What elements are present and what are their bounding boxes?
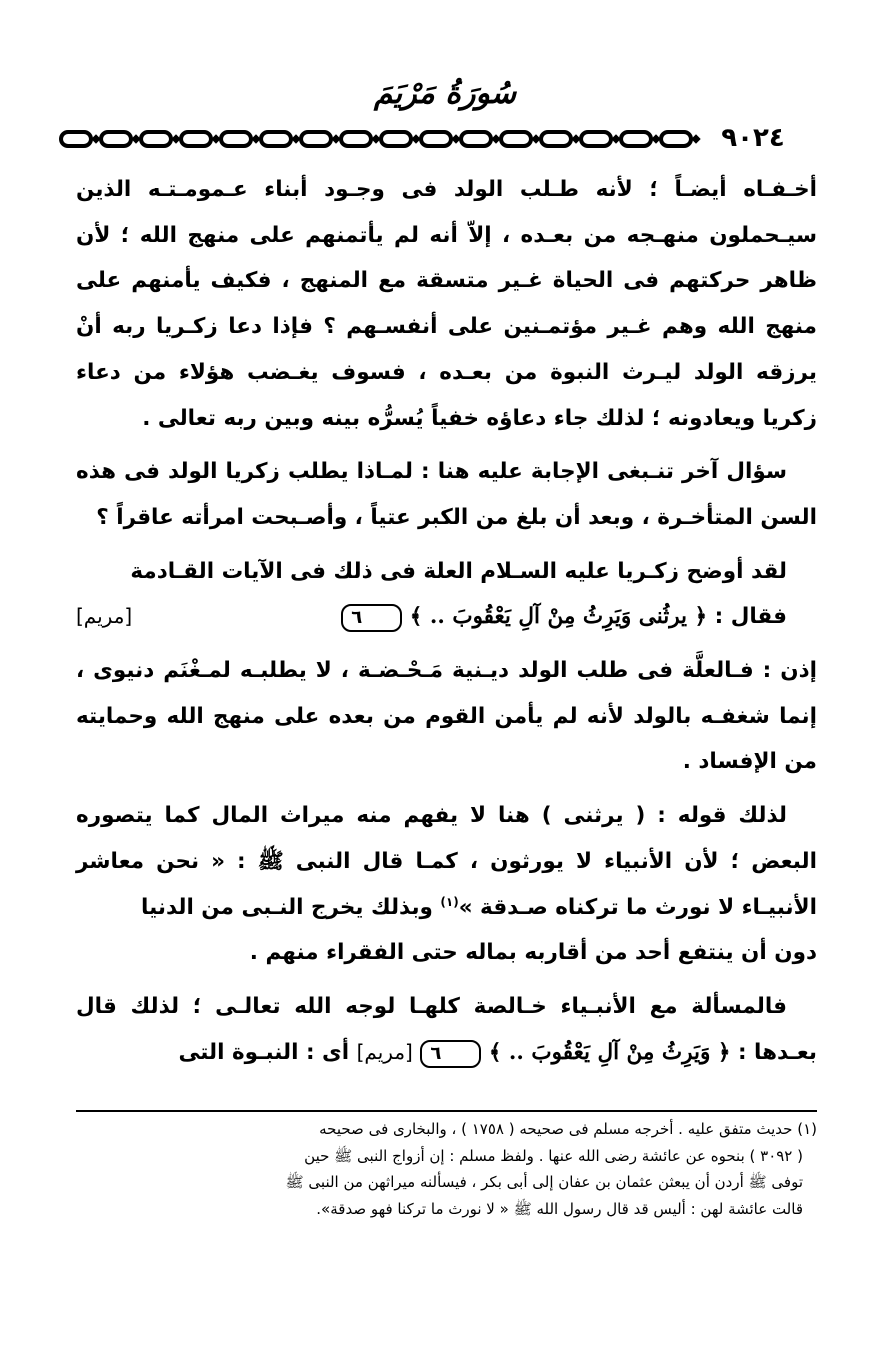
chain-link — [661, 132, 691, 146]
chain-link — [61, 132, 91, 146]
chain-link — [221, 132, 251, 146]
quran-verse-line — [76, 594, 817, 640]
quran-verse-2: ﴿ وَيَرِثُ مِنْ آلِ يَعْقُوبَ .. ﴾ — [488, 1039, 731, 1065]
footnotes — [76, 1116, 817, 1222]
chain-diamond — [372, 135, 380, 143]
footnote-divider — [76, 1110, 817, 1112]
footnote-marker: (١) — [440, 894, 459, 909]
paragraph-3 — [76, 549, 817, 640]
paragraph-5-text-cont: وبذلك يخرج النـبى من الدنيا — [141, 894, 441, 920]
paragraph-1: أخـفـاه أيضـاً ؛ لأنه طـلب الولد فى وجـود أبناء عـمومـتـه الذين سيـحملون منهـجه من بعـده ، إلاّ أنه لم يأتمنهم على منهج الله ؛ لأن ظاهر حركتهم فى الحياة غـير متسقة مع المنهج ، فكيف يأمنهم على منهج الله وهم غـير مؤتمـنين على أنفسـهم ؟ فإذا دعا زكـريا ربه أنْ يرزقه الولد ليـرث النبوة من بعـده ، فسوف يغـضب هؤلاء من دعاء زكريا ويعادونه ؛ لذلك جاء دعاؤه خفياً يُسرُّه بينه وبين ربه تعالى . — [76, 177, 817, 431]
sura-reference: [مريم] — [76, 604, 133, 629]
chain-diamond — [172, 135, 180, 143]
paragraph-5-end: دون أن ينتفع أحد من أقاربه بماله حتى الفقراء منهم . — [249, 940, 817, 966]
chain-link — [421, 132, 451, 146]
ayah-number: ٦ — [341, 604, 402, 632]
paragraph-5 — [76, 793, 817, 930]
paragraph-2: سؤال آخر تنـبغى الإجابة عليه هنا : لمـاذا يطلب زكريا الولد فى هذه السن المتأخـرة ، وبعد أن بلغ من الكبر عتياً ، وأصـبحت امرأته عاقراً ؟ — [76, 459, 817, 530]
sura-reference-2: [مريم] — [356, 1039, 413, 1064]
verse-citation — [341, 594, 817, 640]
paragraph-6 — [76, 984, 817, 1075]
chain-link — [141, 132, 171, 146]
chain-link — [621, 132, 651, 146]
chain-diamond — [412, 135, 420, 143]
paragraph-3-text: لقد أوضح زكـريا عليه السـلام العلة فى ذلك فى الآيات القـادمة — [130, 558, 787, 584]
main-text — [76, 167, 817, 1083]
chain-diamond — [692, 135, 700, 143]
chain-diamond — [212, 135, 220, 143]
chain-diamond — [652, 135, 660, 143]
chain-diamond — [572, 135, 580, 143]
paragraph-6-text-end: أى : النبـوة التى — [178, 1039, 350, 1065]
chain-link — [581, 132, 611, 146]
chain-link — [181, 132, 211, 146]
chain-link — [101, 132, 131, 146]
chain-diamond — [292, 135, 300, 143]
chain-link — [261, 132, 291, 146]
ayah-number-2: ٦ — [420, 1040, 481, 1068]
chain-link — [341, 132, 371, 146]
chain-diamond — [92, 135, 100, 143]
chain-diamond — [612, 135, 620, 143]
chain-diamond — [252, 135, 260, 143]
paragraph-6-text: فالمسألة مع الأنبـياء خـالصة كلهـا لوجه الله تعالـى ؛ لذلك قال بعـدها : — [76, 993, 817, 1065]
chain-diamond — [532, 135, 540, 143]
footnote-line: قالت عائشة لهن : أليس قد قال رسول الله ﷺ « لا نورث ما تركنا فهو صدقة». — [316, 1199, 803, 1218]
chain-link — [501, 132, 531, 146]
chain-link — [381, 132, 411, 146]
chain-diamond — [492, 135, 500, 143]
paragraph-4: إذن : فـالعلَّة فى طلب الولد ديـنية مَـحْـضـة ، لا يطلبـه لمـغْنَم دنيوى ، إنما شغفـه بالولد لأنه لم يأمن القوم من بعده على منهج الله وحمايته من الإفساد . — [76, 658, 817, 775]
page-number: ٩٠٢٤ — [719, 123, 787, 153]
quran-verse: ﴿ يرثُنى وَيَرِثُ مِنْ آلِ يَعْقُوبَ .. ﴾ — [409, 604, 708, 630]
ornamental-header-rule — [58, 125, 834, 153]
verse-lead: فقال : — [714, 604, 787, 630]
chain-link — [541, 132, 571, 146]
paragraph-5-text: لذلك قوله : ( يرثنى ) هنا لا يفهم منه ميراث المال كما يتصوره البعض ؛ لأن الأنبياء لا يورثون ، كمـا قال النبى ﷺ : « نحن معاشر الأنبيـاء لا نورث ما تركناه صـدقة » — [76, 803, 817, 920]
chain-diamond — [132, 135, 140, 143]
chain-link — [461, 132, 491, 146]
footnote-line: (١) حديث متفق عليه . أخرجه مسلم فى صحيحه ( ١٧٥٨ ) ، والبخارى فى صحيحه — [319, 1120, 817, 1138]
sura-title: سُورَةُ مَرْيَمَ — [373, 76, 517, 111]
chain-diamond — [452, 135, 460, 143]
footnote-1 — [76, 1116, 817, 1222]
footnote-line: توفى ﷺ أردن أن يبعثن عثمان بن عفان إلى أبى بكر ، فيسألنه ميراثهن من النبى ﷺ — [285, 1173, 803, 1191]
footnote-line: ( ٣٠٩٢ ) بنحوه عن عائشة رضى الله عنها . ولفظ مسلم : إن أزواج النبى ﷺ حين — [304, 1146, 803, 1165]
chain-link — [301, 132, 331, 146]
chain-diamond — [332, 135, 340, 143]
